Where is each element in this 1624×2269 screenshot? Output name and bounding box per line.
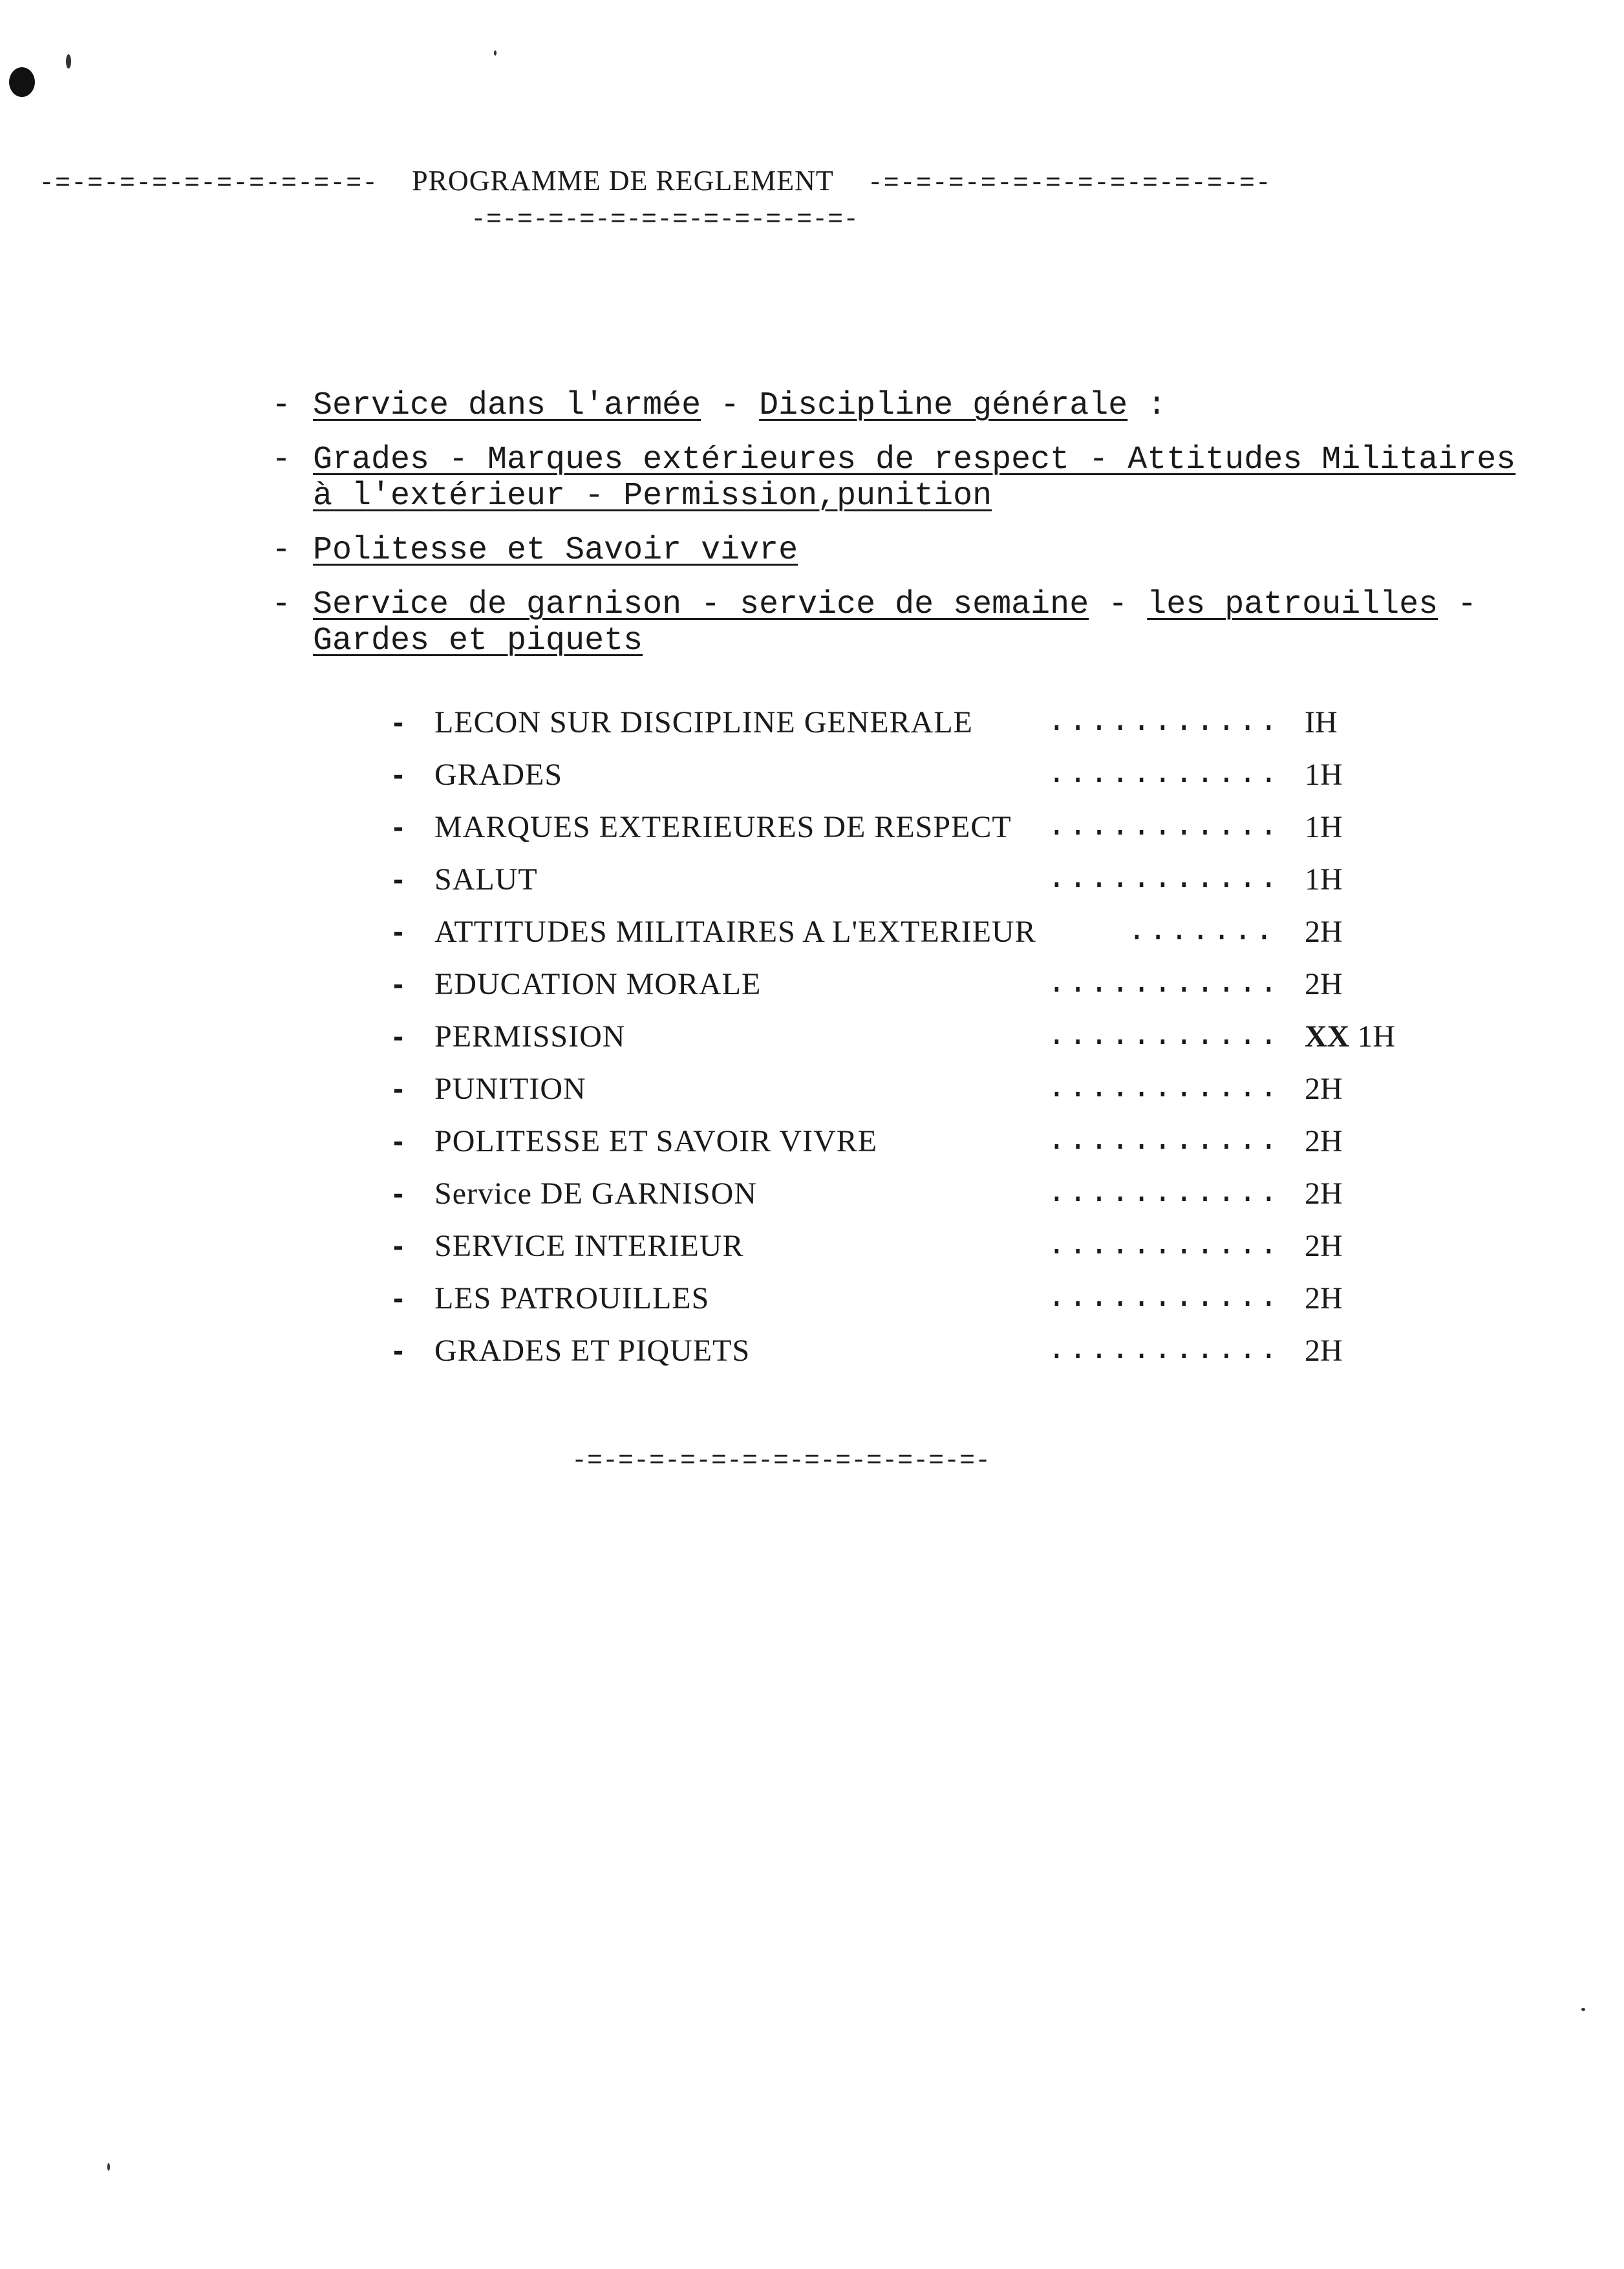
lesson-row [393, 1281, 1427, 1333]
lesson-leader-dots: ........... [1047, 1019, 1281, 1054]
topic-item [272, 388, 1565, 424]
lesson-leader-dots: ........... [1047, 862, 1281, 897]
lesson-dash: - [393, 1072, 403, 1106]
header-right-dashes: -=-=-=-=-=-=-=-=-=-=-=-=- [867, 169, 1272, 198]
topic-segment: les patrouilles [1147, 586, 1438, 623]
lesson-leader-dots: ....... [1127, 914, 1276, 949]
lesson-hours-value: 1H [1357, 1019, 1395, 1054]
lesson-hours-value: 2H [1305, 915, 1343, 949]
topic-text [313, 442, 1565, 515]
lesson-leader-dots: ........... [1047, 757, 1281, 792]
lesson-hours [1305, 862, 1343, 897]
lesson-row [393, 966, 1427, 1019]
topic-dash: - [272, 387, 292, 424]
lesson-name: LES PATROUILLES [434, 1281, 710, 1316]
lesson-hours-value: 2H [1305, 1124, 1343, 1158]
lesson-hours-value: 2H [1305, 1177, 1343, 1211]
lesson-dash: - [393, 1334, 403, 1368]
ink-speck [494, 50, 497, 56]
lesson-row [393, 1228, 1427, 1281]
lesson-name: POLITESSE ET SAVOIR VIVRE [434, 1124, 878, 1158]
header-left-dashes: -=-=-=-=-=-=-=-=-=-=- [39, 169, 379, 198]
lesson-dash: - [393, 1177, 403, 1211]
lesson-leader-dots: ........... [1047, 1071, 1281, 1106]
lesson-hours-value: 2H [1305, 1334, 1343, 1368]
lesson-dash: - [393, 1019, 403, 1054]
lesson-name: SERVICE INTERIEUR [434, 1229, 744, 1263]
lesson-row [393, 1333, 1427, 1385]
ink-speck [66, 54, 71, 69]
lesson-name: EDUCATION MORALE [434, 967, 762, 1001]
lesson-dash: - [393, 1281, 403, 1316]
lesson-leader-dots: ........... [1047, 1228, 1281, 1263]
lesson-row [393, 1019, 1427, 1071]
lesson-row [393, 1124, 1427, 1176]
topic-dash: - [272, 586, 292, 623]
lesson-leader-dots: ........... [1047, 809, 1281, 844]
lesson-hours-value: 2H [1305, 967, 1343, 1001]
lesson-dash: - [393, 915, 403, 949]
topic-text [313, 388, 1565, 424]
topic-dash: - [272, 532, 292, 569]
topic-segment: Service de garnison - service de semaine [313, 586, 1089, 623]
topic-item [272, 587, 1565, 659]
struck-out-hours: XX [1305, 1019, 1350, 1054]
lesson-hours-value: 1H [1305, 810, 1343, 844]
ink-speck [107, 2163, 110, 2171]
lesson-row [393, 705, 1427, 757]
lesson-dash: - [393, 1229, 403, 1263]
lesson-dash: - [393, 705, 403, 740]
punch-hole-mark [9, 67, 35, 97]
lesson-name: ATTITUDES MILITAIRES A L'EXTERIEUR [434, 915, 1036, 949]
header-sub-dashes: -=-=-=-=-=-=-=-=-=-=-=-=- [471, 206, 859, 235]
document-header [39, 164, 1526, 198]
lesson-hours-value: 1H [1305, 862, 1343, 897]
lesson-row [393, 809, 1427, 862]
topic-segment: à l'extérieur - Permission,punition [313, 478, 992, 515]
lesson-row [393, 1071, 1427, 1124]
lesson-name: MARQUES EXTERIEURES DE RESPECT [434, 810, 1012, 844]
lesson-name: SALUT [434, 862, 538, 897]
lesson-leader-dots: ........... [1047, 1176, 1281, 1211]
lesson-hours [1305, 1281, 1343, 1316]
lesson-hours [1305, 1228, 1343, 1264]
topic-text [313, 587, 1565, 659]
lesson-row [393, 862, 1427, 914]
topic-dash: - [272, 442, 292, 478]
document-title: PROGRAMME DE REGLEMENT [412, 165, 834, 197]
lesson-row [393, 914, 1427, 966]
footer-dashes: -=-=-=-=-=-=-=-=-=-=-=-=-=- [572, 1447, 991, 1476]
topic-segment: : [1127, 387, 1167, 424]
topic-segment: - [701, 387, 760, 424]
lesson-leader-dots: ........... [1047, 1333, 1281, 1368]
lesson-dash: - [393, 810, 403, 844]
lesson-dash: - [393, 758, 403, 792]
lesson-hours-value: 2H [1305, 1072, 1343, 1106]
topic-segment: - [1089, 586, 1148, 623]
lesson-hours [1305, 966, 1343, 1002]
lesson-leader-dots: ........... [1047, 705, 1281, 740]
topic-segment: Discipline générale [759, 387, 1128, 424]
ink-speck [1581, 2008, 1585, 2011]
lesson-name: PERMISSION [434, 1019, 626, 1054]
lesson-row [393, 757, 1427, 809]
lesson-hours [1305, 705, 1338, 740]
topic-item [272, 442, 1565, 515]
topic-text [313, 533, 1565, 569]
lesson-row [393, 1176, 1427, 1228]
lesson-name: Service DE GARNISON [434, 1177, 757, 1211]
lesson-leader-dots: ........... [1047, 966, 1281, 1001]
lesson-hours-value: 2H [1305, 1229, 1343, 1263]
lesson-hours [1305, 1176, 1343, 1211]
lesson-dash: - [393, 967, 403, 1001]
lesson-hours [1305, 809, 1343, 845]
topic-item [272, 533, 1565, 569]
lesson-name: GRADES [434, 758, 563, 792]
lesson-hours [1305, 1333, 1343, 1369]
topic-segment: Service dans l'armée [313, 387, 701, 424]
lesson-schedule [393, 705, 1427, 1385]
lesson-name: PUNITION [434, 1072, 586, 1106]
topic-segment: - [1438, 586, 1477, 623]
topic-segment: Politesse et Savoir vivre [313, 532, 798, 569]
lesson-leader-dots: ........... [1047, 1124, 1281, 1158]
lesson-hours-value: 2H [1305, 1281, 1343, 1316]
lesson-hours-value: IH [1305, 705, 1338, 740]
lesson-hours [1305, 1019, 1395, 1054]
topic-segment: Gardes et piquets [313, 623, 643, 659]
lesson-leader-dots: ........... [1047, 1281, 1281, 1316]
lesson-hours [1305, 757, 1343, 793]
lesson-hours-value: 1H [1305, 758, 1343, 792]
lesson-dash: - [393, 862, 403, 897]
lesson-name: GRADES ET PIQUETS [434, 1334, 751, 1368]
lesson-hours [1305, 1071, 1343, 1107]
lesson-hours [1305, 914, 1343, 950]
topic-segment: Grades - Marques extérieures de respect - Attitudes Militaires [313, 442, 1516, 478]
topic-list [272, 388, 1565, 677]
lesson-dash: - [393, 1124, 403, 1158]
lesson-hours [1305, 1124, 1343, 1159]
lesson-name: LECON SUR DISCIPLINE GENERALE [434, 705, 973, 740]
